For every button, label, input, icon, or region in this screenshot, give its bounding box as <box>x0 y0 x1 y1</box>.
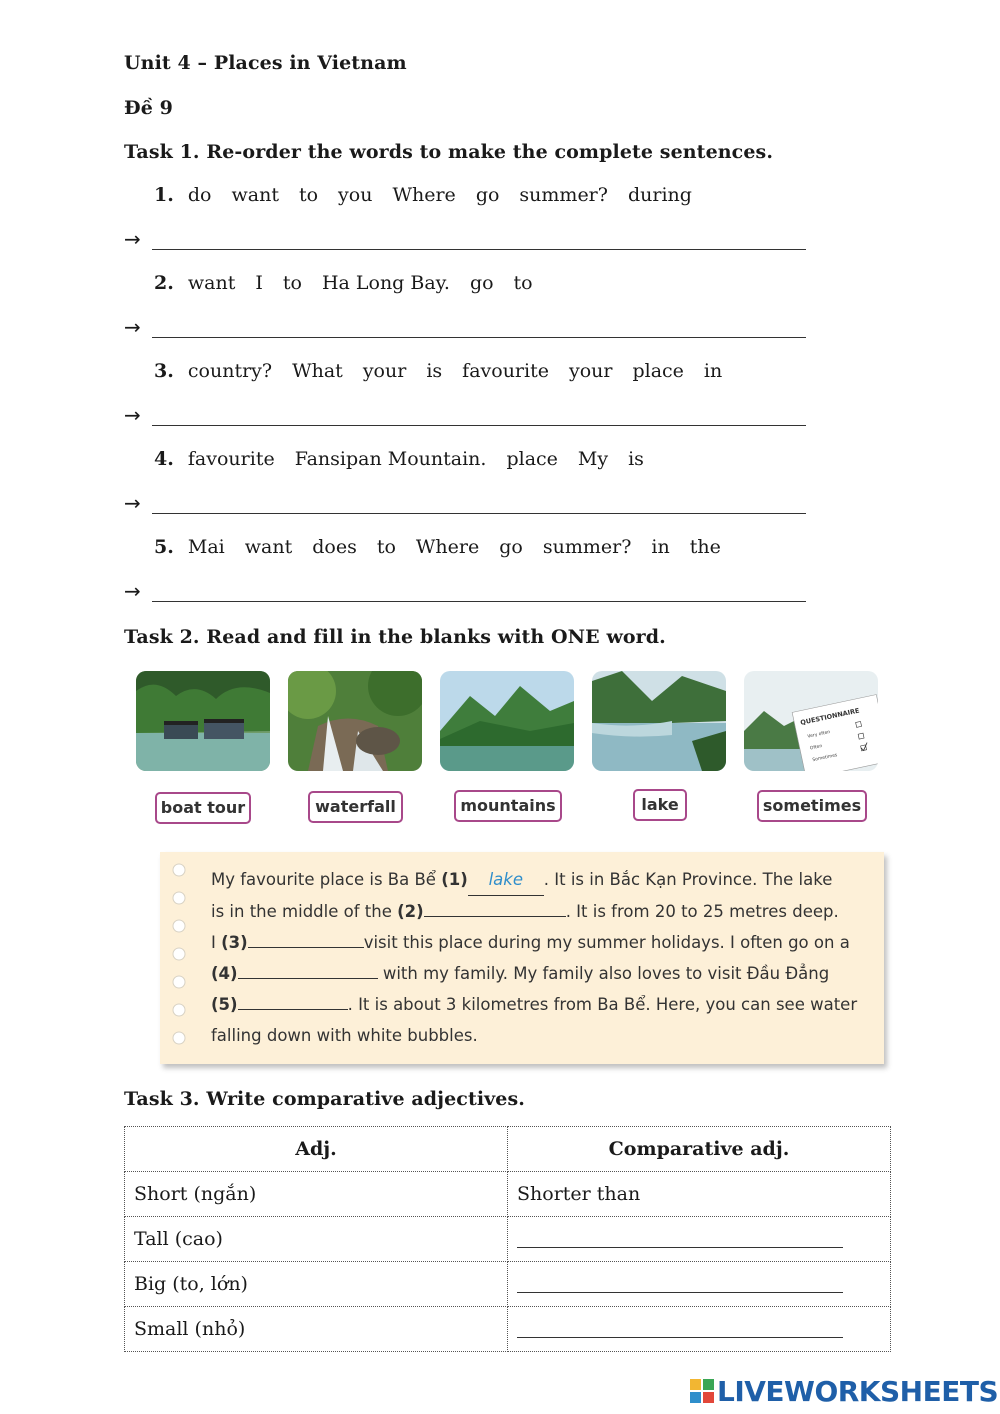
blank-4-input[interactable] <box>238 961 378 979</box>
comparative-table <box>124 1126 891 1352</box>
adj-cell: Big (to, lớn) <box>125 1262 508 1307</box>
adj-cell: Tall (cao) <box>125 1217 508 1262</box>
answer-input-4[interactable] <box>152 490 806 514</box>
questionnaire-heading: QUESTIONNAIRE <box>799 706 861 727</box>
arrow-icon: → <box>124 491 141 515</box>
test-label: Đề 9 <box>124 97 173 119</box>
liveworksheets-logo <box>690 1374 998 1408</box>
table-row <box>125 1172 891 1217</box>
word-mountains: mountains <box>454 790 562 822</box>
column-header-comparative: Comparative adj. <box>508 1127 891 1172</box>
question-2: 2. want I to Ha Long Bay. go to <box>154 272 553 294</box>
word-boat-tour: boat tour <box>155 792 251 824</box>
unit-title: Unit 4 – Places in Vietnam <box>124 52 407 74</box>
answer-input-5[interactable] <box>152 578 806 602</box>
blank-3-input[interactable] <box>248 930 364 948</box>
adj-cell: Short (ngắn) <box>125 1172 508 1217</box>
comparative-cell: Shorter than <box>508 1172 891 1217</box>
column-header-adj: Adj. <box>125 1127 508 1172</box>
task2-title: Task 2. Read and fill in the blanks with ONE word. <box>124 626 666 648</box>
scrambled-words: favourite Fansipan Mountain. place My is <box>187 448 644 470</box>
comparative-cell <box>508 1262 891 1307</box>
questionnaire-row: Very often <box>807 730 831 740</box>
answer-input-1[interactable] <box>152 226 806 250</box>
question-1: 1. do want to you Where go summer? during <box>154 184 712 206</box>
questionnaire-row: Sometimes <box>812 753 838 764</box>
answer-input-3[interactable] <box>152 402 806 426</box>
adj-cell: Small (nhỏ) <box>125 1307 508 1352</box>
table-row <box>125 1262 891 1307</box>
scrambled-words: want I to Ha Long Bay. go to <box>187 272 533 294</box>
question-4: 4. favourite Fansipan Mountain. place My is <box>154 448 664 470</box>
word-waterfall: waterfall <box>308 791 403 823</box>
questionnaire-row: Often <box>809 743 823 752</box>
lake-photo <box>592 671 726 771</box>
brand-name: LIVEWORKSHEETS <box>717 1374 999 1408</box>
arrow-icon: → <box>124 227 141 251</box>
scrambled-words: do want to you Where go summer? during <box>187 184 692 206</box>
arrow-icon: → <box>124 403 141 427</box>
comparative-cell <box>508 1217 891 1262</box>
comparative-input-tall[interactable] <box>517 1226 843 1248</box>
scrambled-words: country? What your is favourite your place in <box>187 360 723 382</box>
word-lake: lake <box>633 789 687 821</box>
boat-tour-photo <box>136 671 270 771</box>
task1-title: Task 1. Re-order the words to make the complete sentences. <box>124 141 774 163</box>
questionnaire-photo <box>744 671 878 771</box>
waterfall-photo <box>288 671 422 771</box>
question-3: 3. country? What your is favourite your place in <box>154 360 742 382</box>
notebook-rings-icon <box>166 860 192 1060</box>
blank-1-answer[interactable]: lake <box>468 864 544 896</box>
reading-passage: My favourite place is Ba Bể (1) lake . It is in Bắc Kạn Province. The lake is in the middle of the (2) . It is from 20 to 25 metres deep. I (3) visit this place during my summer holidays. I often go on a (4) with my family. My family also loves to visit Đầu Đẳng (5) . It is about 3 kilometres from Ba Bể. Here, you can see water falling down with white bubbles. <box>211 864 871 1051</box>
table-row <box>125 1217 891 1262</box>
task3-title: Task 3. Write comparative adjectives. <box>124 1088 526 1110</box>
word-sometimes: sometimes <box>757 790 867 822</box>
liveworksheets-logo-icon <box>690 1379 714 1403</box>
comparative-input-small[interactable] <box>517 1316 843 1338</box>
mountains-photo <box>440 671 574 771</box>
blank-5-input[interactable] <box>238 992 348 1010</box>
comparative-input-big[interactable] <box>517 1271 843 1293</box>
arrow-icon: → <box>124 579 141 603</box>
arrow-icon: → <box>124 315 141 339</box>
table-row <box>125 1307 891 1352</box>
comparative-cell <box>508 1307 891 1352</box>
scrambled-words: Mai want does to Where go summer? in the <box>187 536 721 558</box>
blank-2-input[interactable] <box>424 899 566 917</box>
question-5: 5. Mai want does to Where go summer? in the <box>154 536 741 558</box>
answer-input-2[interactable] <box>152 314 806 338</box>
